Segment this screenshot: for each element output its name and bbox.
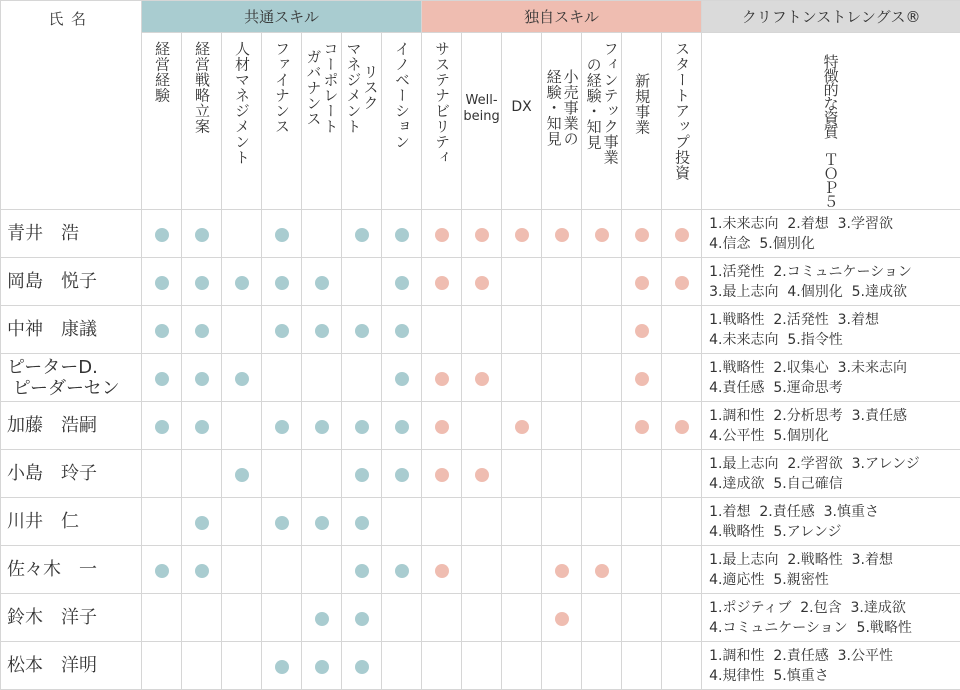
common-skill-cell (142, 546, 182, 594)
unique-skill-cell (422, 210, 462, 258)
unique-skill-dot (555, 564, 569, 578)
top5-strengths: 1.ポジティブ 2.包含 3.達成欲 4.コミュニケーション 5.戦略性 (702, 594, 960, 642)
col-label: Well- being (462, 93, 501, 125)
common-skill-cell (302, 498, 342, 546)
table-row (1, 498, 960, 546)
common-skill-cell (222, 258, 262, 306)
common-skill-cell (302, 354, 342, 402)
member-name: ピーターD. ピーダーセン (1, 354, 142, 402)
unique-skill-cell (542, 402, 582, 450)
unique-skill-cell (502, 210, 542, 258)
unique-skill-cell (462, 210, 502, 258)
common-skill-dot (355, 468, 369, 482)
unique-skill-cell (622, 306, 662, 354)
common-skill-dot (315, 420, 329, 434)
top5-strengths: 1.活発性 2.コミュニケーション 3.最上志向 4.個別化 5.達成欲 (702, 258, 960, 306)
unique-skill-dot (555, 612, 569, 626)
common-skill-dot (355, 420, 369, 434)
unique-skill-cell (662, 498, 702, 546)
top5-strengths: 1.調和性 2.責任感 3.公平性 4.規律性 5.慎重さ (702, 642, 960, 690)
common-skill-cell (262, 594, 302, 642)
unique-skill-cell (502, 306, 542, 354)
common-skill-dot (195, 276, 209, 290)
top5-strengths: 1.着想 2.責任感 3.慎重さ 4.戦略性 5.アレンジ (702, 498, 960, 546)
member-name: 加藤 浩嗣 (1, 402, 142, 450)
unique-skills-header: 独自スキル (422, 1, 702, 33)
common-skill-cell (262, 306, 302, 354)
col-label: リスク マネジメント (345, 41, 379, 134)
table-row (1, 258, 960, 306)
common-skill-cell (342, 450, 382, 498)
unique-skill-cell (422, 498, 462, 546)
col-label: DX (502, 99, 541, 115)
common-skill-dot (395, 276, 409, 290)
unique-skill-cell (662, 594, 702, 642)
unique-skill-dot (515, 420, 529, 434)
unique-skill-cell (582, 498, 622, 546)
common-skill-dot (395, 324, 409, 338)
col-label: 経営戦略立案 (193, 41, 210, 134)
unique-skill-cell (622, 354, 662, 402)
unique-skill-cell (502, 498, 542, 546)
unique-skill-cell (662, 354, 702, 402)
col-common-5 (342, 33, 382, 210)
common-skill-cell (382, 594, 422, 642)
col-label: 小売事業の 経験・知見 (545, 69, 579, 147)
unique-skill-cell (582, 354, 622, 402)
common-skill-cell (142, 642, 182, 690)
unique-skill-dot (435, 372, 449, 386)
common-skill-dot (235, 468, 249, 482)
common-skill-dot (235, 372, 249, 386)
common-skill-dot (355, 228, 369, 242)
unique-skill-cell (422, 354, 462, 402)
common-skill-dot (275, 324, 289, 338)
unique-skill-dot (675, 420, 689, 434)
common-skill-dot (195, 372, 209, 386)
common-skill-cell (342, 546, 382, 594)
unique-skill-cell (542, 642, 582, 690)
common-skill-cell (182, 354, 222, 402)
unique-skill-dot (475, 468, 489, 482)
common-skill-dot (355, 612, 369, 626)
unique-skill-dot (675, 276, 689, 290)
col-unique-2 (502, 33, 542, 210)
member-name: 小島 玲子 (1, 450, 142, 498)
top5-strengths: 1.戦略性 2.活発性 3.着想 4.未来志向 5.指令性 (702, 306, 960, 354)
common-skill-dot (395, 420, 409, 434)
common-skill-dot (395, 228, 409, 242)
common-skill-cell (262, 642, 302, 690)
member-name: 川井 仁 (1, 498, 142, 546)
col-unique-4 (582, 33, 622, 210)
unique-skill-cell (662, 450, 702, 498)
member-name: 岡島 悦子 (1, 258, 142, 306)
common-skill-cell (142, 210, 182, 258)
common-skill-cell (182, 306, 222, 354)
common-skill-cell (382, 258, 422, 306)
unique-skill-cell (622, 498, 662, 546)
unique-skill-dot (475, 228, 489, 242)
unique-skill-cell (462, 594, 502, 642)
common-skill-cell (302, 210, 342, 258)
unique-skill-cell (542, 210, 582, 258)
unique-skill-dot (635, 372, 649, 386)
unique-skill-cell (542, 354, 582, 402)
common-skill-cell (142, 258, 182, 306)
common-skill-dot (235, 276, 249, 290)
unique-skill-dot (635, 228, 649, 242)
skill-column-header-row (1, 33, 960, 210)
common-skill-dot (275, 228, 289, 242)
unique-skill-cell (662, 210, 702, 258)
common-skill-dot (195, 420, 209, 434)
member-name: 中神 康議 (1, 306, 142, 354)
common-skill-cell (182, 450, 222, 498)
unique-skill-cell (542, 594, 582, 642)
common-skill-cell (302, 642, 342, 690)
unique-skill-cell (462, 354, 502, 402)
common-skill-cell (382, 450, 422, 498)
unique-skill-dot (475, 372, 489, 386)
unique-skill-cell (462, 546, 502, 594)
name-header: 氏名 (1, 1, 142, 210)
col-unique-5 (622, 33, 662, 210)
common-skill-cell (342, 498, 382, 546)
common-skill-cell (222, 402, 262, 450)
col-label: スタートアップ投資 (673, 41, 690, 181)
unique-skill-cell (622, 642, 662, 690)
col-label: 人材マネジメント (233, 41, 250, 165)
common-skill-dot (355, 324, 369, 338)
common-skill-dot (275, 516, 289, 530)
common-skill-dot (315, 324, 329, 338)
unique-skill-cell (502, 450, 542, 498)
unique-skill-cell (422, 594, 462, 642)
common-skill-dot (315, 516, 329, 530)
common-skill-cell (182, 402, 222, 450)
common-skill-dot (355, 516, 369, 530)
unique-skill-cell (462, 402, 502, 450)
table-row (1, 594, 960, 642)
common-skill-dot (275, 276, 289, 290)
table-row (1, 546, 960, 594)
common-skill-cell (262, 498, 302, 546)
unique-skill-cell (582, 546, 622, 594)
clifton-strengths-header: クリフトンストレングス® (702, 1, 960, 33)
common-skill-cell (222, 354, 262, 402)
unique-skill-dot (675, 228, 689, 242)
common-skill-cell (142, 594, 182, 642)
table-row (1, 450, 960, 498)
unique-skill-cell (582, 594, 622, 642)
col-label: サステナビリティ (433, 41, 450, 165)
common-skill-dot (155, 564, 169, 578)
unique-skill-cell (662, 402, 702, 450)
unique-skill-cell (422, 306, 462, 354)
common-skill-cell (342, 594, 382, 642)
col-common-2 (222, 33, 262, 210)
unique-skill-cell (662, 258, 702, 306)
common-skill-cell (382, 306, 422, 354)
common-skill-dot (355, 660, 369, 674)
unique-skill-cell (502, 258, 542, 306)
unique-skill-cell (622, 450, 662, 498)
common-skill-cell (342, 210, 382, 258)
unique-skill-cell (542, 498, 582, 546)
col-common-0 (142, 33, 182, 210)
table-row (1, 210, 960, 258)
unique-skill-dot (475, 276, 489, 290)
unique-skill-cell (502, 402, 542, 450)
col-common-1 (182, 33, 222, 210)
unique-skill-dot (435, 228, 449, 242)
col-unique-0 (422, 33, 462, 210)
unique-skill-cell (542, 450, 582, 498)
common-skill-cell (222, 306, 262, 354)
common-skill-cell (382, 546, 422, 594)
common-skill-cell (142, 450, 182, 498)
unique-skill-cell (502, 642, 542, 690)
unique-skill-cell (582, 306, 622, 354)
unique-skill-cell (462, 258, 502, 306)
table-row (1, 306, 960, 354)
member-name: 鈴木 洋子 (1, 594, 142, 642)
unique-skill-dot (435, 276, 449, 290)
unique-skill-dot (595, 228, 609, 242)
common-skill-cell (262, 402, 302, 450)
col-unique-1 (462, 33, 502, 210)
unique-skill-dot (435, 420, 449, 434)
common-skill-dot (355, 564, 369, 578)
unique-skill-dot (635, 276, 649, 290)
unique-skill-cell (622, 402, 662, 450)
unique-skill-cell (422, 258, 462, 306)
common-skill-cell (182, 210, 222, 258)
common-skill-cell (182, 642, 222, 690)
member-name: 松本 洋明 (1, 642, 142, 690)
col-common-6 (382, 33, 422, 210)
common-skill-cell (342, 306, 382, 354)
common-skill-dot (395, 372, 409, 386)
table-row (1, 642, 960, 690)
top5-strengths: 1.最上志向 2.戦略性 3.着想 4.適応性 5.親密性 (702, 546, 960, 594)
common-skill-cell (302, 306, 342, 354)
common-skill-cell (262, 354, 302, 402)
top5-label: 特 徴 的 な 資 質 Ｔ Ｏ Ｐ ５ (702, 55, 960, 209)
common-skill-cell (222, 498, 262, 546)
unique-skill-cell (462, 498, 502, 546)
common-skill-cell (262, 258, 302, 306)
common-skill-cell (182, 258, 222, 306)
common-skill-cell (142, 354, 182, 402)
col-label: フィンテック事業 の経験・知見 (585, 41, 619, 165)
common-skill-cell (182, 498, 222, 546)
common-skill-cell (302, 402, 342, 450)
common-skill-cell (222, 594, 262, 642)
common-skill-cell (262, 210, 302, 258)
unique-skill-dot (635, 420, 649, 434)
unique-skill-cell (462, 306, 502, 354)
common-skill-dot (315, 612, 329, 626)
col-label: ファイナンス (273, 41, 290, 134)
common-skill-dot (395, 564, 409, 578)
common-skill-dot (155, 228, 169, 242)
table-row (1, 354, 960, 402)
common-skill-cell (382, 402, 422, 450)
member-name: 青井 浩 (1, 210, 142, 258)
unique-skill-cell (582, 450, 622, 498)
common-skill-cell (302, 450, 342, 498)
table-row (1, 402, 960, 450)
common-skill-dot (275, 420, 289, 434)
common-skill-cell (142, 306, 182, 354)
top5-strengths: 1.戦略性 2.収集心 3.未来志向 4.責任感 5.運命思考 (702, 354, 960, 402)
common-skill-cell (222, 450, 262, 498)
common-skill-cell (382, 498, 422, 546)
common-skill-dot (155, 420, 169, 434)
common-skill-cell (382, 642, 422, 690)
common-skill-cell (182, 594, 222, 642)
unique-skill-cell (622, 546, 662, 594)
unique-skill-dot (595, 564, 609, 578)
col-label: コーポレート ガバナンス (305, 41, 339, 134)
common-skill-cell (222, 642, 262, 690)
col-unique-3 (542, 33, 582, 210)
unique-skill-cell (582, 642, 622, 690)
top5-strengths: 1.未来志向 2.着想 3.学習欲 4.信念 5.個別化 (702, 210, 960, 258)
common-skill-dot (155, 324, 169, 338)
col-label: 新規事業 (633, 73, 650, 135)
common-skill-cell (342, 642, 382, 690)
common-skills-header: 共通スキル (142, 1, 422, 33)
common-skill-cell (342, 258, 382, 306)
common-skill-cell (382, 354, 422, 402)
common-skill-dot (275, 660, 289, 674)
common-skill-cell (182, 546, 222, 594)
common-skill-cell (302, 258, 342, 306)
unique-skill-cell (542, 306, 582, 354)
common-skill-dot (195, 516, 209, 530)
unique-skill-cell (662, 642, 702, 690)
common-skill-dot (195, 564, 209, 578)
common-skill-cell (302, 546, 342, 594)
unique-skill-cell (502, 546, 542, 594)
top5-strengths: 1.最上志向 2.学習欲 3.アレンジ 4.達成欲 5.自己確信 (702, 450, 960, 498)
common-skill-dot (195, 228, 209, 242)
col-label: イノベーション (393, 41, 410, 150)
common-skill-cell (382, 210, 422, 258)
unique-skill-dot (555, 228, 569, 242)
unique-skill-dot (435, 564, 449, 578)
unique-skill-cell (422, 642, 462, 690)
unique-skill-cell (502, 594, 542, 642)
common-skill-cell (262, 546, 302, 594)
top5-strengths: 1.調和性 2.分析思考 3.責任感 4.公平性 5.個別化 (702, 402, 960, 450)
common-skill-cell (222, 546, 262, 594)
unique-skill-cell (622, 210, 662, 258)
unique-skill-cell (622, 258, 662, 306)
common-skill-dot (315, 660, 329, 674)
common-skill-cell (302, 594, 342, 642)
common-skill-dot (315, 276, 329, 290)
unique-skill-cell (422, 402, 462, 450)
common-skill-dot (395, 468, 409, 482)
col-common-4 (302, 33, 342, 210)
common-skill-cell (142, 498, 182, 546)
unique-skill-cell (582, 258, 622, 306)
unique-skill-cell (422, 450, 462, 498)
common-skill-cell (262, 450, 302, 498)
unique-skill-cell (662, 546, 702, 594)
common-skill-dot (155, 372, 169, 386)
col-label: 経営経験 (153, 41, 170, 103)
unique-skill-cell (622, 594, 662, 642)
member-name: 佐々木 一 (1, 546, 142, 594)
unique-skill-cell (662, 306, 702, 354)
common-skill-dot (155, 276, 169, 290)
common-skill-cell (142, 402, 182, 450)
common-skill-cell (222, 210, 262, 258)
top5-header (702, 33, 960, 210)
unique-skill-cell (582, 210, 622, 258)
unique-skill-cell (462, 450, 502, 498)
unique-skill-cell (422, 546, 462, 594)
col-unique-6 (662, 33, 702, 210)
unique-skill-cell (582, 402, 622, 450)
unique-skill-dot (435, 468, 449, 482)
unique-skill-cell (502, 354, 542, 402)
common-skill-cell (342, 402, 382, 450)
common-skill-cell (342, 354, 382, 402)
col-common-3 (262, 33, 302, 210)
group-header-row (1, 1, 960, 33)
unique-skill-dot (635, 324, 649, 338)
common-skill-dot (195, 324, 209, 338)
unique-skill-cell (542, 258, 582, 306)
unique-skill-cell (462, 642, 502, 690)
unique-skill-dot (515, 228, 529, 242)
unique-skill-cell (542, 546, 582, 594)
